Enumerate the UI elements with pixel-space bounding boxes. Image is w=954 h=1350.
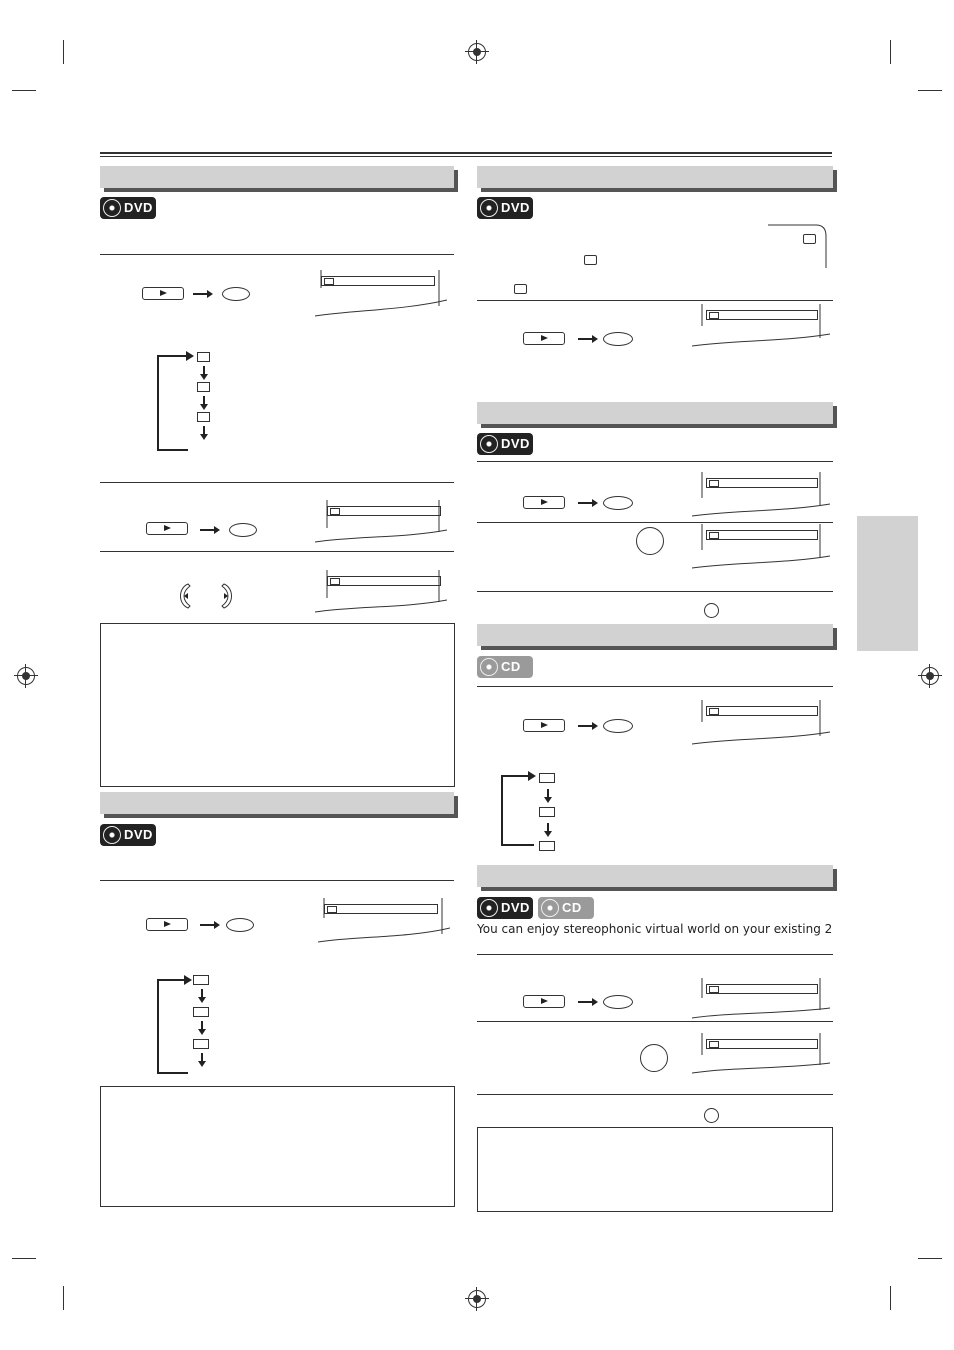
disc-icon [480, 899, 498, 917]
audio-icon [193, 1007, 209, 1017]
divider [100, 880, 454, 881]
arrow-down-icon [203, 396, 205, 406]
cycle-loop-arrow [150, 350, 200, 455]
note-box [100, 623, 455, 787]
arrow-right-icon [578, 1001, 594, 1003]
tv-screen-display [692, 472, 824, 520]
arrow-right-icon [578, 338, 594, 340]
play-key[interactable] [142, 287, 184, 300]
crop-mark [918, 1258, 942, 1259]
side-tab [857, 516, 918, 651]
divider [477, 1094, 833, 1095]
registration-mark [468, 43, 486, 61]
audio-icon [539, 807, 555, 817]
play-key[interactable] [146, 918, 188, 931]
arrow-right-icon [193, 293, 209, 295]
section-banner-mode [477, 402, 833, 424]
divider [477, 300, 833, 301]
arrow-right-icon [200, 529, 216, 531]
note-box [100, 1086, 455, 1207]
crop-mark [918, 90, 942, 91]
divider [477, 954, 833, 955]
left-right-keys[interactable] [172, 582, 242, 610]
tv-screen-display [315, 270, 447, 318]
header-rule [100, 156, 832, 157]
disc-icon [480, 435, 498, 453]
disc-icon [103, 826, 121, 844]
section-banner-audio [100, 792, 454, 814]
disc-icon [480, 199, 498, 217]
audio-icon [193, 1039, 209, 1049]
camera-icon [803, 234, 816, 244]
divider [477, 1021, 833, 1022]
divider [477, 522, 833, 523]
dvd-badge: DVD [477, 897, 533, 919]
cd-badge: CD [477, 656, 533, 678]
tv-screen-display [315, 500, 447, 548]
remote-button[interactable] [603, 719, 633, 733]
divider [100, 551, 454, 552]
camera-icon [514, 284, 527, 294]
play-key[interactable] [523, 332, 565, 345]
cd-badge: CD [538, 897, 594, 919]
section-banner-virtual-surround [477, 865, 833, 887]
registration-mark [17, 667, 35, 685]
cycle-loop-arrow [150, 974, 200, 1079]
tv-screen-display [318, 898, 450, 946]
subtitle-icon [197, 412, 210, 422]
subtitle-icon [197, 382, 210, 392]
section-banner-angle [477, 166, 833, 188]
dvd-badge: DVD [100, 197, 156, 219]
arrow-down-icon [203, 366, 205, 376]
divider [100, 254, 454, 255]
subtitle-icon [197, 352, 210, 362]
arrow-down-icon [201, 989, 203, 999]
tv-screen-display [692, 1033, 824, 1081]
remote-button-small[interactable] [704, 1108, 719, 1123]
virtual-surround-button[interactable] [640, 1044, 668, 1072]
header-rule [100, 152, 832, 154]
remote-button[interactable] [603, 496, 633, 510]
arrow-down-icon [201, 1021, 203, 1031]
enter-button[interactable] [636, 527, 664, 555]
note-box [477, 1127, 833, 1212]
tv-screen-display [692, 304, 824, 352]
crop-mark [63, 40, 64, 64]
remote-button[interactable] [603, 995, 633, 1009]
crop-mark [12, 1258, 36, 1259]
virtual-surround-intro: You can enjoy stereophonic virtual world on your existing 2 [477, 922, 833, 936]
remote-button[interactable] [603, 332, 633, 346]
camera-icon [584, 255, 597, 265]
arrow-down-icon [547, 789, 549, 799]
divider [100, 482, 454, 483]
play-key[interactable] [146, 522, 188, 535]
arrow-right-icon [578, 725, 594, 727]
audio-icon [539, 841, 555, 851]
registration-mark [468, 1290, 486, 1308]
dvd-badge: DVD [477, 433, 533, 455]
section-banner-subtitle [100, 166, 454, 188]
crop-mark [63, 1286, 64, 1310]
crop-mark [890, 1286, 891, 1310]
remote-button[interactable] [229, 523, 257, 537]
disc-icon [103, 199, 121, 217]
arrow-right-icon [200, 924, 216, 926]
play-key[interactable] [523, 496, 565, 509]
tv-screen-display [692, 978, 824, 1026]
arrow-down-icon [201, 1053, 203, 1063]
remote-button-small[interactable] [704, 603, 719, 618]
crop-mark [12, 90, 36, 91]
angle-callout [768, 224, 830, 270]
arrow-down-icon [203, 426, 205, 436]
disc-icon [541, 899, 559, 917]
registration-mark [921, 667, 939, 685]
dvd-badge: DVD [100, 824, 156, 846]
tv-screen-display [315, 570, 447, 618]
audio-icon [539, 773, 555, 783]
divider [477, 686, 833, 687]
dvd-badge: DVD [477, 197, 533, 219]
play-key[interactable] [523, 719, 565, 732]
disc-icon [480, 658, 498, 676]
divider [477, 591, 833, 592]
divider [477, 461, 833, 462]
tv-screen-display [692, 700, 824, 748]
crop-mark [890, 40, 891, 64]
audio-icon [193, 975, 209, 985]
tv-screen-display [692, 524, 824, 572]
remote-button[interactable] [222, 287, 250, 301]
arrow-down-icon [547, 823, 549, 833]
play-key[interactable] [523, 995, 565, 1008]
remote-button[interactable] [226, 918, 254, 932]
section-banner-cd-audio [477, 624, 833, 646]
arrow-right-icon [578, 502, 594, 504]
